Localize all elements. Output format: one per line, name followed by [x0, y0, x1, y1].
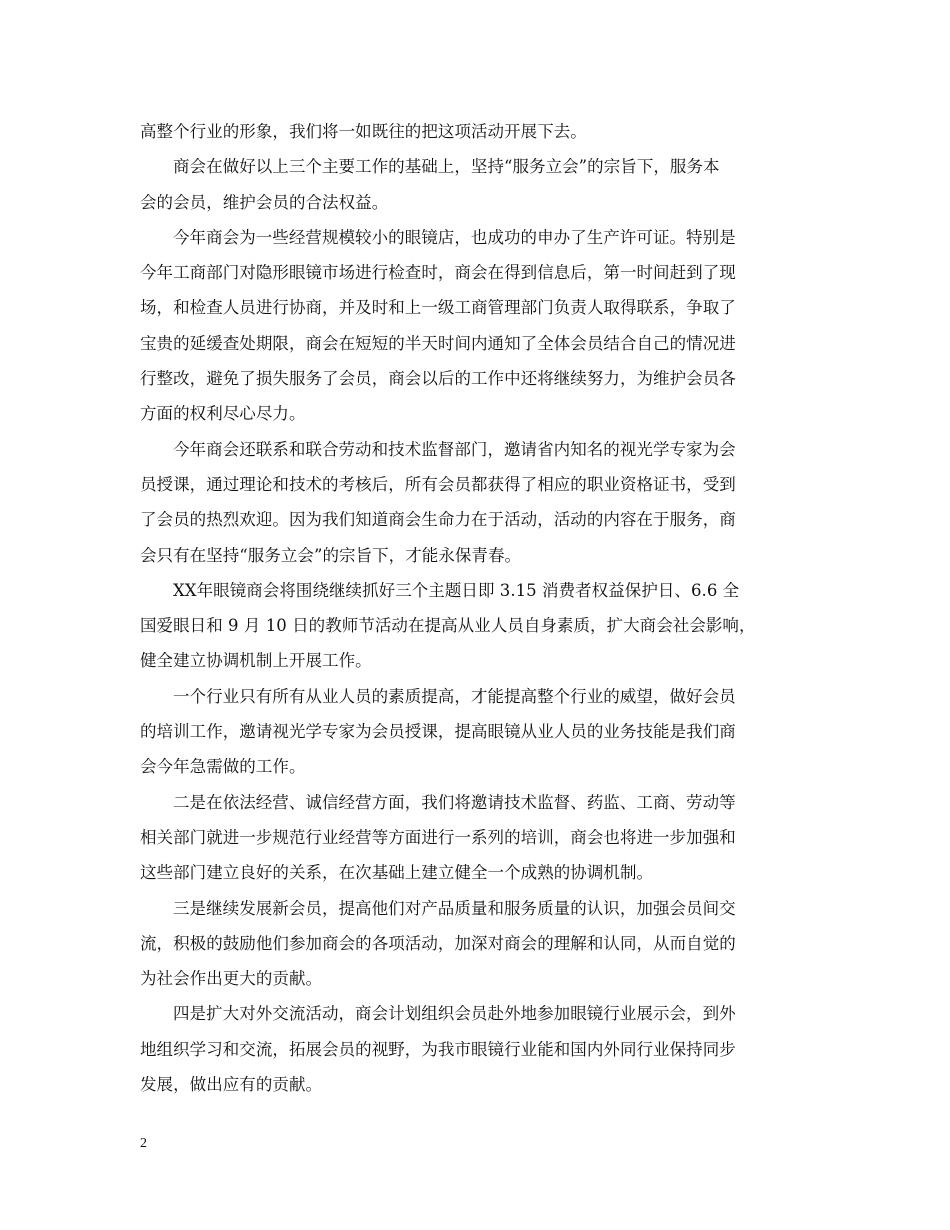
text-line: 健全建立协调机制上开展工作。 — [140, 651, 372, 671]
text-line: 今年商会还联系和联合劳动和技术监督部门，邀请省内知名的视光学专家为会 — [173, 439, 736, 459]
text-line: 高整个行业的形象，我们将一如既往的把这项活动开展下去。 — [140, 122, 587, 141]
text-line: XX年眼镜商会将围绕继续抓好三个主题日即 3.15 消费者权益保护日、6.6 全 — [173, 580, 740, 600]
text-line: 了会员的热烈欢迎。因为我们知道商会生命力在于活动，活动的内容在于服务，商 — [140, 510, 736, 530]
text-line: 行整改，避免了损失服务了会员，商会以后的工作中还将继续努力，为维护会员各 — [140, 369, 736, 389]
text-line: 员授课，通过理论和技术的考核后，所有会员都获得了相应的职业资格证书，受到 — [140, 474, 736, 494]
text-line: 地组织学习和交流，拓展会员的视野，为我市眼镜行业能和国内外同行业保持同步 — [140, 1039, 736, 1059]
text-line: 为社会作出更大的贡献。 — [140, 969, 323, 989]
text-line: 会的会员，维护会员的合法权益。 — [140, 192, 389, 212]
text-line: 会今年急需做的工作。 — [140, 757, 306, 777]
text-line: 今年工商部门对隐形眼镜市场进行检查时，商会在得到信息后，第一时间赶到了现 — [140, 263, 736, 283]
document-body — [140, 114, 820, 1102]
text-line: 宝贵的延缓查处期限，商会在短短的半天时间内通知了全体会员结合自己的情况进 — [140, 333, 736, 353]
text-line: 相关部门就进一步规范行业经营等方面进行一系列的培训，商会也将进一步加强和 — [140, 827, 736, 847]
text-line: 方面的权利尽心尽力。 — [140, 404, 306, 424]
text-line: 这些部门建立良好的关系，在次基础上建立健全一个成熟的协调机制。 — [140, 863, 654, 883]
text-line: 一个行业只有所有从业人员的素质提高，才能提高整个行业的威望，做好会员 — [173, 686, 736, 706]
text-line: 国爱眼日和 9 月 10 日的教师节活动在提高从业人员自身素质，扩大商会社会影响， — [140, 616, 756, 636]
text-line: 发展，做出应有的贡献。 — [140, 1075, 323, 1095]
page-number: 2 — [140, 1136, 147, 1151]
text-line: 的培训工作，邀请视光学专家为会员授课，提高眼镜从业人员的业务技能是我们商 — [140, 722, 736, 742]
text-line: 三是继续发展新会员，提高他们对产品质量和服务质量的认识，加强会员间交 — [173, 898, 736, 918]
text-line: 商会在做好以上三个主要工作的基础上，坚持“服务立会”的宗旨下，服务本 — [173, 157, 720, 177]
text-line: 二是在依法经营、诚信经营方面，我们将邀请技术监督、药监、工商、劳动等 — [173, 792, 736, 812]
text-line: 今年商会为一些经营规模较小的眼镜店，也成功的申办了生产许可证。特别是 — [173, 227, 736, 247]
text-line: 场，和检查人员进行协商，并及时和上一级工商管理部门负责人取得联系，争取了 — [140, 298, 736, 318]
text-line: 流，积极的鼓励他们参加商会的各项活动，加深对商会的理解和认同，从而自觉的 — [140, 933, 736, 953]
text-line: 会只有在坚持“服务立会”的宗旨下，才能永保青春。 — [140, 545, 522, 565]
text-line: 四是扩大对外交流活动，商会计划组织会员赴外地参加眼镜行业展示会，到外 — [173, 1004, 736, 1024]
